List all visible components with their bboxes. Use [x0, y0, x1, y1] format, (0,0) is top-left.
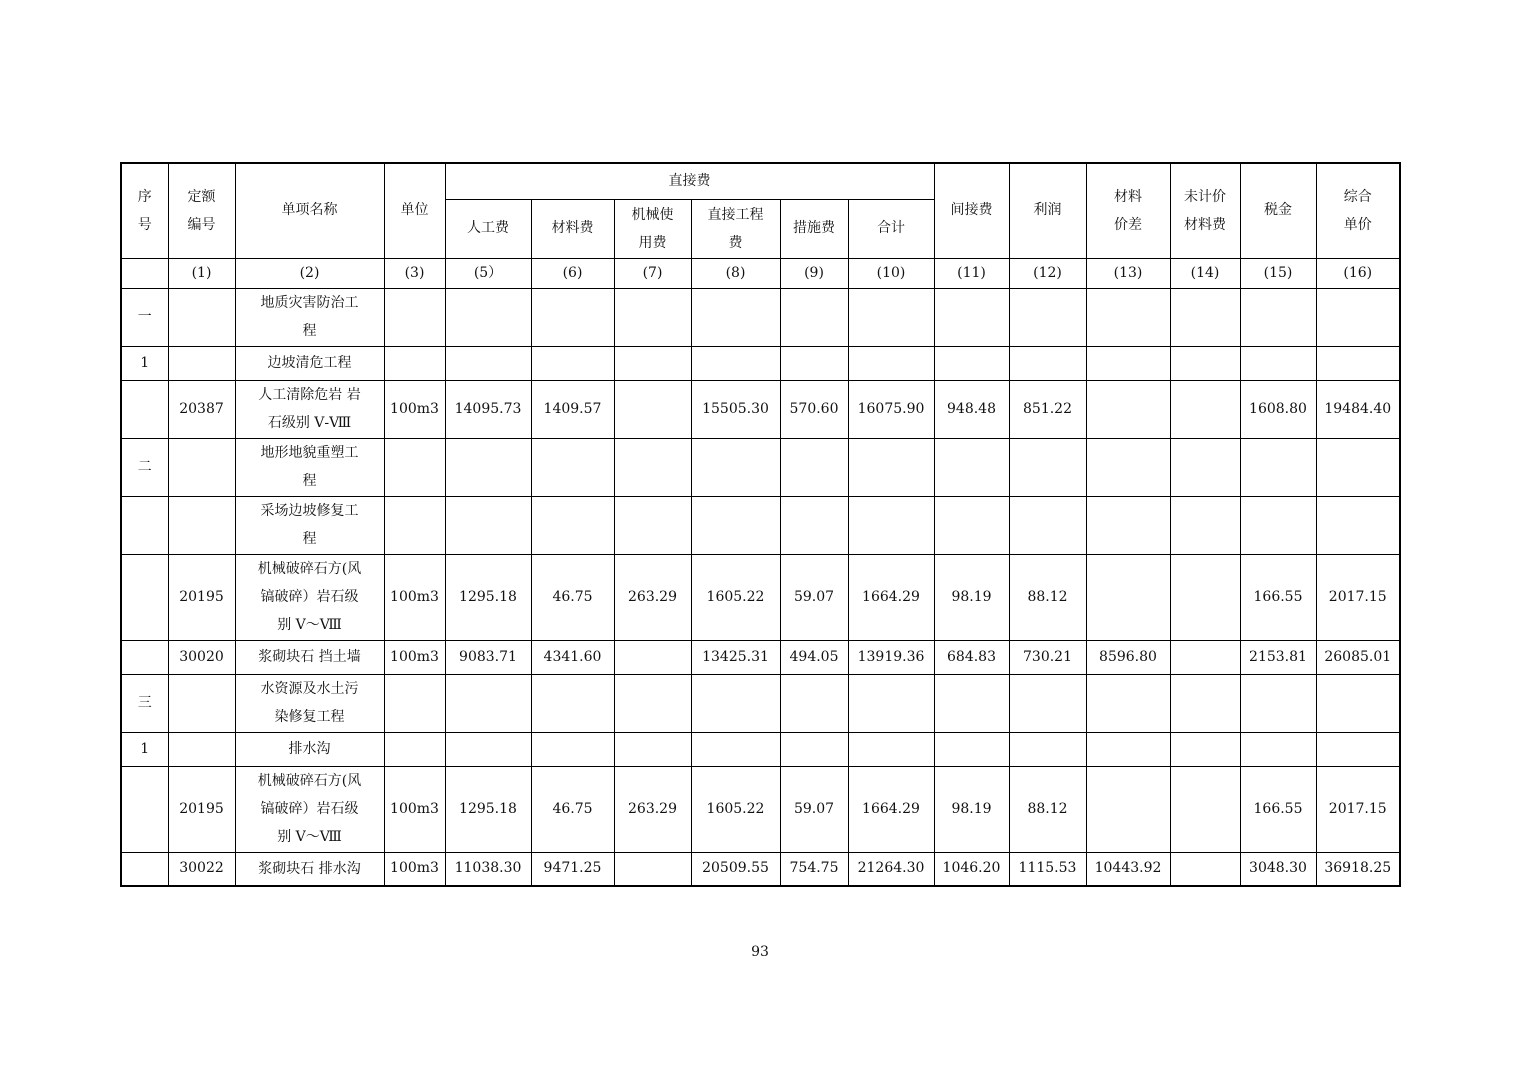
row-quota-code: 30020	[168, 640, 235, 674]
row-value: 14095.73	[445, 380, 531, 438]
header-unit: 单位	[384, 163, 445, 258]
column-number: (3)	[384, 258, 445, 288]
header-quota-code: 定额 编号	[168, 163, 235, 258]
row-value	[531, 732, 614, 766]
row-item-name-line: 浆砌块石 挡土墙	[258, 649, 361, 665]
row-item-name-line: 镐破碎）岩石级	[260, 801, 359, 817]
row-value: 8596.80	[1086, 640, 1170, 674]
row-value	[1170, 554, 1240, 640]
row-item-name-line: 程	[302, 473, 317, 489]
header-profit: 利润	[1009, 163, 1086, 258]
row-unit	[384, 346, 445, 380]
row-item-name-line: 石级别 Ⅴ-Ⅷ	[267, 415, 352, 431]
row-value	[1086, 496, 1170, 554]
row-value: 166.55	[1240, 766, 1316, 852]
row-value	[1240, 732, 1316, 766]
header-unit-price: 综合 单价	[1316, 163, 1400, 258]
row-item-name-line: 染修复工程	[274, 709, 345, 725]
row-unit: 100m3	[384, 380, 445, 438]
row-item-name	[235, 852, 384, 886]
row-value	[934, 496, 1009, 554]
row-value: 19484.40	[1316, 380, 1400, 438]
row-unit	[384, 496, 445, 554]
table-row	[121, 554, 1400, 640]
row-item-name	[235, 380, 384, 438]
row-value	[1240, 496, 1316, 554]
row-item-name-line: 地形地貌重塑工	[260, 445, 359, 461]
row-seq: 二	[121, 438, 168, 496]
row-quota-code: 30022	[168, 852, 235, 886]
row-value	[1170, 288, 1240, 346]
row-value	[780, 438, 848, 496]
row-value	[1316, 674, 1400, 732]
header-unpriced-material: 未计价 材料费	[1170, 163, 1240, 258]
column-number: (2)	[235, 258, 384, 288]
row-value	[445, 438, 531, 496]
row-item-name-line: 机械破碎石方(风	[257, 773, 362, 789]
header-material: 材料费	[531, 199, 614, 258]
row-item-name-line: 排水沟	[288, 741, 331, 757]
row-value	[614, 640, 691, 674]
row-value	[531, 438, 614, 496]
row-value: 98.19	[934, 766, 1009, 852]
row-value	[848, 496, 934, 554]
row-value	[445, 288, 531, 346]
row-item-name	[235, 438, 384, 496]
row-seq	[121, 766, 168, 852]
header-tax: 税金	[1240, 163, 1316, 258]
row-quota-code	[168, 496, 235, 554]
row-unit	[384, 674, 445, 732]
row-value	[614, 674, 691, 732]
header-indirect: 间接费	[934, 163, 1009, 258]
table-row	[121, 674, 1400, 732]
row-value	[1009, 438, 1086, 496]
header-machinery: 机械使 用费	[614, 199, 691, 258]
row-value: 9471.25	[531, 852, 614, 886]
row-value	[780, 674, 848, 732]
row-value	[1170, 852, 1240, 886]
row-value	[780, 346, 848, 380]
row-value	[614, 346, 691, 380]
row-value	[1170, 346, 1240, 380]
row-item-name-line: 采场边坡修复工	[260, 503, 359, 519]
row-value	[691, 438, 780, 496]
row-value: 36918.25	[1316, 852, 1400, 886]
row-value	[531, 496, 614, 554]
column-number-row	[121, 258, 1400, 288]
row-value	[848, 346, 934, 380]
row-value: 88.12	[1009, 554, 1086, 640]
row-value	[1009, 346, 1086, 380]
row-value	[934, 732, 1009, 766]
row-unit: 100m3	[384, 766, 445, 852]
table-row	[121, 288, 1400, 346]
header-item-name: 单项名称	[235, 163, 384, 258]
row-value: 46.75	[531, 766, 614, 852]
row-value	[614, 380, 691, 438]
row-item-name-line: 边坡清危工程	[267, 355, 352, 371]
row-seq: 1	[121, 732, 168, 766]
row-seq	[121, 852, 168, 886]
header-measures: 措施费	[780, 199, 848, 258]
row-quota-code: 20195	[168, 554, 235, 640]
row-item-name-line: 地质灾害防治工	[260, 295, 359, 311]
row-value: 1608.80	[1240, 380, 1316, 438]
row-value	[445, 732, 531, 766]
row-value: 13919.36	[848, 640, 934, 674]
row-value: 4341.60	[531, 640, 614, 674]
row-value	[1009, 288, 1086, 346]
row-value: 263.29	[614, 766, 691, 852]
row-value: 166.55	[1240, 554, 1316, 640]
row-value	[1316, 732, 1400, 766]
column-number: (10)	[848, 258, 934, 288]
table-row	[121, 438, 1400, 496]
row-value	[445, 346, 531, 380]
row-value	[1170, 732, 1240, 766]
row-value	[1170, 674, 1240, 732]
row-item-name-line: 机械破碎石方(风	[257, 561, 362, 577]
row-value: 3048.30	[1240, 852, 1316, 886]
row-value	[934, 288, 1009, 346]
row-value: 1409.57	[531, 380, 614, 438]
row-item-name	[235, 674, 384, 732]
column-number: (6)	[531, 258, 614, 288]
row-value	[691, 496, 780, 554]
row-value	[1086, 674, 1170, 732]
row-value: 2017.15	[1316, 766, 1400, 852]
row-value	[445, 674, 531, 732]
row-value	[531, 346, 614, 380]
row-value: 730.21	[1009, 640, 1086, 674]
row-item-name-line: 浆砌块石 排水沟	[258, 860, 361, 877]
row-value	[780, 496, 848, 554]
row-value	[1170, 496, 1240, 554]
row-value: 1295.18	[445, 554, 531, 640]
row-item-name	[235, 346, 384, 380]
row-value	[1316, 346, 1400, 380]
row-value	[691, 732, 780, 766]
table-row	[121, 380, 1400, 438]
row-value: 494.05	[780, 640, 848, 674]
column-number: (15)	[1240, 258, 1316, 288]
row-value	[614, 438, 691, 496]
row-value	[1170, 640, 1240, 674]
column-number: (9)	[780, 258, 848, 288]
row-value: 13425.31	[691, 640, 780, 674]
row-quota-code: 20387	[168, 380, 235, 438]
row-value	[1009, 732, 1086, 766]
row-value	[1170, 380, 1240, 438]
header-direct-engineering: 直接工程 费	[691, 199, 780, 258]
row-value: 46.75	[531, 554, 614, 640]
row-unit	[384, 732, 445, 766]
row-value	[934, 674, 1009, 732]
row-value	[1086, 554, 1170, 640]
table-row	[121, 852, 1400, 886]
row-item-name-line: 人工清除危岩 岩	[258, 387, 361, 403]
row-value	[691, 288, 780, 346]
row-value: 1046.20	[934, 852, 1009, 886]
row-value: 948.48	[934, 380, 1009, 438]
row-value	[780, 288, 848, 346]
row-unit	[384, 288, 445, 346]
row-quota-code: 20195	[168, 766, 235, 852]
row-item-name-line: 程	[302, 323, 317, 339]
row-value	[1240, 346, 1316, 380]
row-value	[531, 674, 614, 732]
header-material-diff: 材料 价差	[1086, 163, 1170, 258]
row-seq: 一	[121, 288, 168, 346]
table-row	[121, 640, 1400, 674]
row-value	[614, 496, 691, 554]
row-value	[1316, 438, 1400, 496]
row-seq: 1	[121, 346, 168, 380]
row-value: 9083.71	[445, 640, 531, 674]
row-value	[1170, 766, 1240, 852]
row-value	[1086, 288, 1170, 346]
row-item-name	[235, 766, 384, 852]
row-value: 1295.18	[445, 766, 531, 852]
row-unit	[384, 438, 445, 496]
header-direct-cost: 直接费	[445, 163, 934, 199]
row-value	[691, 674, 780, 732]
row-value: 263.29	[614, 554, 691, 640]
row-value: 1664.29	[848, 554, 934, 640]
column-number: (11)	[934, 258, 1009, 288]
row-value	[848, 438, 934, 496]
row-value: 21264.30	[848, 852, 934, 886]
row-value: 684.83	[934, 640, 1009, 674]
row-value	[1086, 766, 1170, 852]
row-item-name	[235, 732, 384, 766]
row-value: 15505.30	[691, 380, 780, 438]
row-value	[1170, 438, 1240, 496]
row-value	[848, 674, 934, 732]
row-value	[1086, 346, 1170, 380]
row-value	[614, 852, 691, 886]
row-value: 2017.15	[1316, 554, 1400, 640]
row-value: 59.07	[780, 766, 848, 852]
column-number: (5）	[445, 258, 531, 288]
row-unit: 100m3	[384, 852, 445, 886]
column-number-blank	[121, 258, 168, 288]
row-value	[1086, 732, 1170, 766]
row-item-name-line: 水资源及水土污	[260, 681, 359, 697]
row-item-name-line: 程	[302, 531, 317, 547]
row-value	[848, 288, 934, 346]
row-item-name	[235, 496, 384, 554]
row-value: 98.19	[934, 554, 1009, 640]
page-number: 93	[751, 944, 769, 960]
table-row	[121, 766, 1400, 852]
row-seq	[121, 496, 168, 554]
row-value	[445, 496, 531, 554]
row-value	[934, 438, 1009, 496]
row-value	[1009, 496, 1086, 554]
row-value: 2153.81	[1240, 640, 1316, 674]
column-number: (14)	[1170, 258, 1240, 288]
column-number: (13)	[1086, 258, 1170, 288]
row-item-name-line: 别 Ⅴ～Ⅷ	[277, 617, 342, 633]
row-value: 754.75	[780, 852, 848, 886]
row-value: 1605.22	[691, 554, 780, 640]
row-value	[614, 732, 691, 766]
row-value: 10443.92	[1086, 852, 1170, 886]
row-seq	[121, 640, 168, 674]
cost-table	[120, 162, 1401, 887]
row-value: 851.22	[1009, 380, 1086, 438]
row-value	[848, 732, 934, 766]
row-value	[1316, 288, 1400, 346]
table-row	[121, 732, 1400, 766]
row-seq: 三	[121, 674, 168, 732]
row-value: 20509.55	[691, 852, 780, 886]
row-value	[1316, 496, 1400, 554]
row-unit: 100m3	[384, 640, 445, 674]
row-quota-code	[168, 732, 235, 766]
row-value	[934, 346, 1009, 380]
row-seq	[121, 554, 168, 640]
row-value: 1664.29	[848, 766, 934, 852]
row-value: 11038.30	[445, 852, 531, 886]
row-value	[531, 288, 614, 346]
row-seq	[121, 380, 168, 438]
row-value: 26085.01	[1316, 640, 1400, 674]
row-value	[691, 346, 780, 380]
row-value	[614, 288, 691, 346]
row-value: 59.07	[780, 554, 848, 640]
header-labor: 人工费	[445, 199, 531, 258]
row-value	[1240, 438, 1316, 496]
row-value	[1009, 674, 1086, 732]
row-value: 1605.22	[691, 766, 780, 852]
row-value: 570.60	[780, 380, 848, 438]
column-number: (1)	[168, 258, 235, 288]
row-item-name	[235, 288, 384, 346]
row-item-name-line: 镐破碎）岩石级	[260, 589, 359, 605]
row-value	[1086, 438, 1170, 496]
row-value: 16075.90	[848, 380, 934, 438]
column-number: (7)	[614, 258, 691, 288]
row-item-name	[235, 640, 384, 674]
row-unit: 100m3	[384, 554, 445, 640]
row-quota-code	[168, 288, 235, 346]
row-item-name	[235, 554, 384, 640]
row-value	[1086, 380, 1170, 438]
column-number: (12)	[1009, 258, 1086, 288]
row-quota-code	[168, 438, 235, 496]
table-row	[121, 496, 1400, 554]
row-quota-code	[168, 674, 235, 732]
column-number: (16)	[1316, 258, 1400, 288]
column-number: (8)	[691, 258, 780, 288]
header-seq: 序 号	[121, 163, 168, 258]
row-item-name-line: 别 Ⅴ～Ⅷ	[277, 829, 342, 845]
header-subtotal: 合计	[848, 199, 934, 258]
row-value: 1115.53	[1009, 852, 1086, 886]
row-value: 88.12	[1009, 766, 1086, 852]
row-quota-code	[168, 346, 235, 380]
row-value	[1240, 288, 1316, 346]
header-row-top	[121, 163, 1400, 199]
row-value	[780, 732, 848, 766]
table-row	[121, 346, 1400, 380]
row-value	[1240, 674, 1316, 732]
